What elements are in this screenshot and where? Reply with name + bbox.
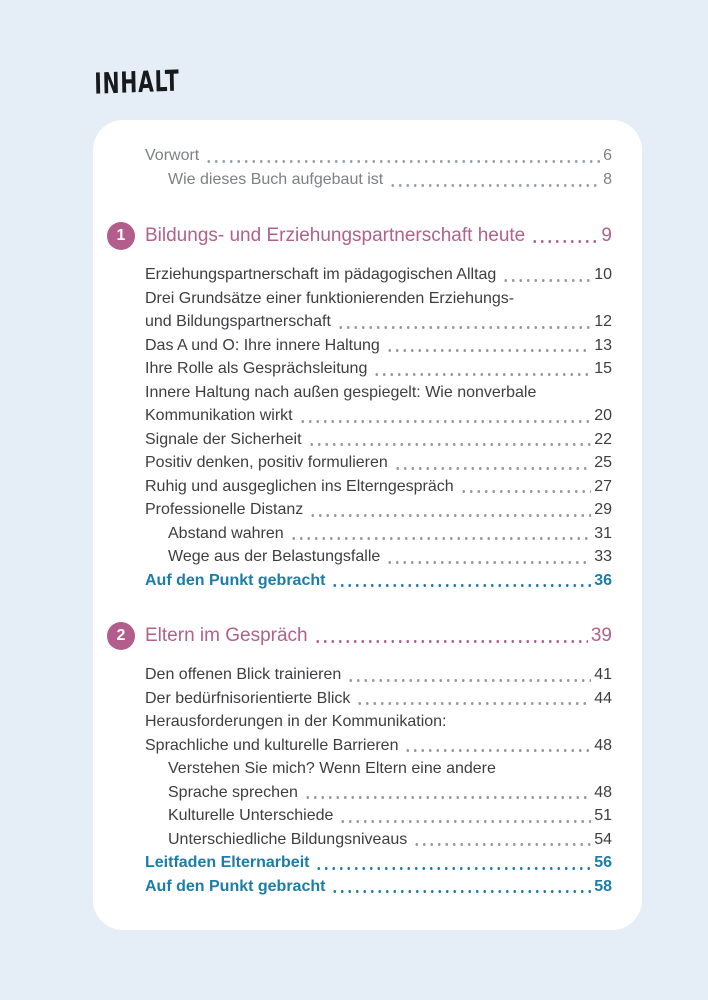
entry-label: Innere Haltung nach außen gespiegelt: Wie nonverbale — [145, 383, 537, 401]
toc-card — [93, 120, 642, 930]
entry-label: Unterschiedliche Bildungsniveaus — [168, 830, 408, 848]
page-number: 51 — [594, 807, 612, 824]
chapter-list — [116, 222, 612, 898]
page-number: 48 — [594, 783, 612, 801]
entry-label: Auf den Punkt gebracht — [145, 877, 326, 895]
chapter-entries — [145, 663, 612, 898]
dot-leader — [205, 160, 600, 163]
dot-leader — [309, 514, 591, 517]
chapter-heading — [107, 622, 612, 650]
entry-label: Der bedürfnisorientierte Blick — [145, 689, 351, 707]
entry-last-line — [145, 263, 612, 287]
toc-entry — [145, 663, 612, 687]
page-number: 22 — [594, 430, 612, 448]
entry-label: Auf den Punkt gebracht — [145, 571, 326, 589]
chapter-entries — [145, 263, 612, 592]
entry-label: Positiv denken, positiv formulieren — [145, 454, 388, 471]
dot-leader — [339, 820, 591, 823]
page-number: 12 — [594, 313, 612, 330]
page-number: 44 — [594, 689, 612, 707]
entry-last-line — [168, 828, 612, 852]
chapter-1 — [116, 222, 612, 592]
dot-leader — [502, 279, 591, 282]
entry-last-line — [145, 875, 612, 899]
page-number: 33 — [594, 548, 612, 565]
page-number: 36 — [594, 571, 612, 589]
page-title: INHALT — [94, 64, 180, 102]
toc-entry — [145, 569, 612, 593]
dot-leader — [386, 561, 591, 564]
dot-leader — [337, 326, 591, 329]
dot-leader — [299, 420, 592, 423]
entry-label: Vorwort — [145, 147, 200, 164]
page-number: 20 — [594, 407, 612, 424]
toc-entry — [145, 828, 612, 852]
toc-entry — [145, 687, 612, 711]
entry-last-line — [145, 475, 612, 499]
toc-entry — [145, 545, 612, 569]
toc-entry — [145, 875, 612, 899]
entry-label: Wege aus der Belastungsfalle — [168, 548, 381, 565]
dot-leader — [308, 443, 592, 446]
entry-last-line — [168, 804, 612, 828]
entry-last-line — [145, 663, 612, 687]
page-number: 9 — [601, 225, 612, 246]
dot-leader — [389, 184, 600, 187]
entry-label: Wie dieses Buch aufgebaut ist — [168, 171, 384, 188]
entry-label: Signale der Sicherheit — [145, 430, 302, 448]
page-number: 25 — [594, 454, 612, 471]
toc-entry — [145, 851, 612, 875]
dot-leader — [331, 890, 591, 893]
page-number: 13 — [594, 336, 612, 354]
toc-entry — [145, 522, 612, 546]
dot-leader — [531, 240, 598, 243]
toc-entry — [145, 428, 612, 452]
entry-label: Leitfaden Elternarbeit — [145, 854, 310, 871]
entry-last-line — [145, 851, 612, 875]
entry-label: Herausforderungen in der Kommunikation: — [145, 713, 447, 730]
entry-last-line — [145, 734, 612, 758]
entry-last-line — [145, 569, 612, 593]
toc-entry — [145, 451, 612, 475]
dot-leader — [373, 373, 591, 376]
entry-label: Sprache sprechen — [168, 783, 298, 801]
page-number: 8 — [603, 171, 612, 188]
chapter-number-badge: 1 — [107, 222, 135, 250]
page-number: 48 — [594, 736, 612, 754]
entry-label: Professionelle Distanz — [145, 501, 304, 518]
dot-leader — [290, 537, 592, 540]
entry-last-line — [145, 144, 612, 168]
dot-leader — [386, 349, 591, 352]
dot-leader — [315, 867, 591, 870]
toc-entry — [145, 334, 612, 358]
entry-last-line — [145, 498, 612, 522]
entry-last-line — [145, 310, 612, 334]
page-number: 10 — [594, 266, 612, 283]
toc-entry — [145, 804, 612, 828]
entry-last-line — [145, 334, 612, 358]
page-number: 41 — [594, 666, 612, 683]
toc-entry — [145, 144, 612, 168]
toc-entry — [145, 710, 612, 757]
entry-label: Ihre Rolle als Gesprächsleitung — [145, 360, 368, 377]
dot-leader — [460, 490, 592, 493]
entry-label: Den offenen Blick trainieren — [145, 666, 342, 683]
toc-entry — [145, 757, 612, 804]
dot-leader — [356, 702, 591, 705]
page-number: 27 — [594, 477, 612, 495]
entry-label: Drei Grundsätze einer funktionierenden Erziehungs- — [145, 289, 515, 307]
dot-leader — [404, 749, 591, 752]
dot-leader — [331, 584, 591, 587]
toc-entry — [145, 263, 612, 287]
front-matter — [145, 144, 612, 192]
page-number: 54 — [594, 830, 612, 848]
entry-last-line — [168, 545, 612, 569]
toc-entry — [145, 498, 612, 522]
dot-leader — [304, 796, 591, 799]
page-number: 29 — [594, 501, 612, 518]
entry-last-line — [145, 357, 612, 381]
entry-last-line — [168, 522, 612, 546]
entry-label: Verstehen Sie mich? Wenn Eltern eine andere — [168, 760, 496, 777]
entry-label: Abstand wahren — [168, 524, 284, 542]
page-number: 31 — [594, 524, 612, 542]
entry-label: Erziehungspartnerschaft im pädagogischen Alltag — [145, 266, 497, 283]
toc-entry — [145, 357, 612, 381]
entry-last-line — [145, 451, 612, 475]
chapter-title: Eltern im Gespräch — [145, 625, 308, 646]
dot-leader — [314, 640, 588, 643]
toc-entry — [145, 168, 612, 192]
dot-leader — [347, 679, 591, 682]
toc-entry — [145, 475, 612, 499]
page-number: 39 — [590, 625, 612, 646]
entry-label: Das A und O: Ihre innere Haltung — [145, 336, 380, 354]
entry-last-line — [145, 428, 612, 452]
entry-last-line — [168, 781, 612, 805]
entry-label: Kulturelle Unterschiede — [168, 807, 334, 824]
dot-leader — [394, 467, 591, 470]
page-number: 15 — [594, 360, 612, 377]
chapter-2 — [116, 622, 612, 898]
entry-label: Kommunikation wirkt — [145, 407, 293, 424]
page-number: 56 — [594, 854, 612, 871]
page-number: 58 — [594, 877, 612, 895]
dot-leader — [413, 843, 591, 846]
entry-last-line — [168, 168, 612, 192]
chapter-number-badge: 2 — [107, 622, 135, 650]
toc-entry — [145, 381, 612, 428]
chapter-title: Bildungs- und Erziehungspartnerschaft heute — [145, 225, 526, 246]
page-number: 6 — [603, 147, 612, 164]
entry-label: Ruhig und ausgeglichen ins Elterngespräch — [145, 477, 454, 495]
toc-entry — [145, 287, 612, 334]
entry-last-line — [145, 404, 612, 428]
entry-label: und Bildungspartnerschaft — [145, 313, 331, 330]
chapter-heading — [107, 222, 612, 250]
entry-label: Sprachliche und kulturelle Barrieren — [145, 736, 399, 754]
entry-last-line — [145, 687, 612, 711]
